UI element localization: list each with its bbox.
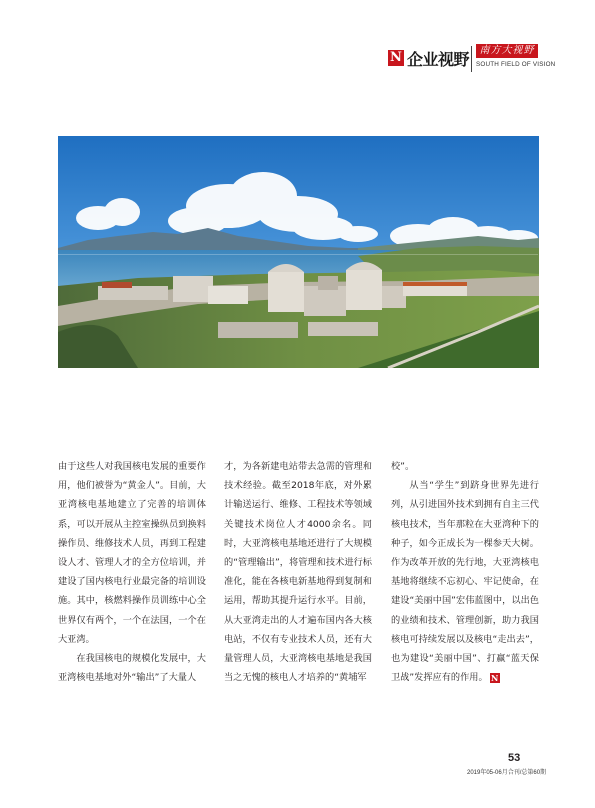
issue-info: 2019年05-06月合刊/总第60期: [467, 770, 547, 776]
article-paragraph: 在我国核电的规模化发展中，大亚湾核电基地对外“输出”了大量人: [58, 653, 206, 684]
article-paragraph-last: [391, 476, 539, 687]
end-mark-icon: N: [490, 673, 499, 684]
article-paragraph: 校”。: [391, 461, 415, 472]
article-paragraph: 才，为各新建电站带去急需的管理和技术经验。截至2018年底，对外累计输送运行、维修、工程技术等领域关键技术岗位人才4000余名。同时，大亚湾核电基地还进行了大规模的“管理输出”，将管理和技术进行标准化，能在各核电新基地得到复制和运用，帮助其提升运行水平。目前，从大亚湾走出的人才遍布国内各大核电站，不仅有专业技术人员，还有大量管理人员，大亚湾核电基地是我国当之无愧的核电人才培养的“黄埔军: [224, 461, 372, 684]
magazine-logo-icon: N: [388, 50, 404, 66]
article-column-2: [224, 457, 372, 687]
article-paragraph-text: 从当“学生”到跻身世界先进行列，从引进国外技术到拥有自主三代核电技术，当年那粒在大亚湾种下的种子，如今正成长为一棵参天大树。作为改革开放的先行地，大亚湾核电基地将继续不忘初心、牢记使命，在建设“美丽中国”宏伟蓝图中，以出色的业绩和技术、管理创新，助力我国核电可持续发展以及核电“走出去”，也为建设“美丽中国”、打赢“蓝天保卫战”发挥应有的作用。: [391, 480, 539, 684]
nuclear-power-base-photo: [58, 136, 539, 368]
article-column-1: [58, 457, 206, 687]
masthead-divider: [471, 46, 472, 72]
magazine-brand: 南方大视野: [476, 44, 538, 58]
magazine-subtitle: SOUTH FIELD OF VISION: [476, 61, 556, 68]
page-number: 53: [508, 752, 521, 764]
article-column-3: [391, 457, 539, 687]
masthead: [388, 42, 556, 74]
section-title: 企业视野: [407, 50, 470, 69]
article-paragraph: 由于这些人对我国核电发展的重要作用，他们被誉为“黄金人”。目前，大亚湾核电基地建立了完善的培训体系，可以开展从主控室操纵员到换料操作员、维修技术人员，再到工程建设人才、管理人才的全方位培训，并建设了国内核电行业最完备的培训设施。其中，核燃料操作员训练中心全世界仅有两个，一个在法国，一个在大亚湾。: [58, 461, 206, 645]
